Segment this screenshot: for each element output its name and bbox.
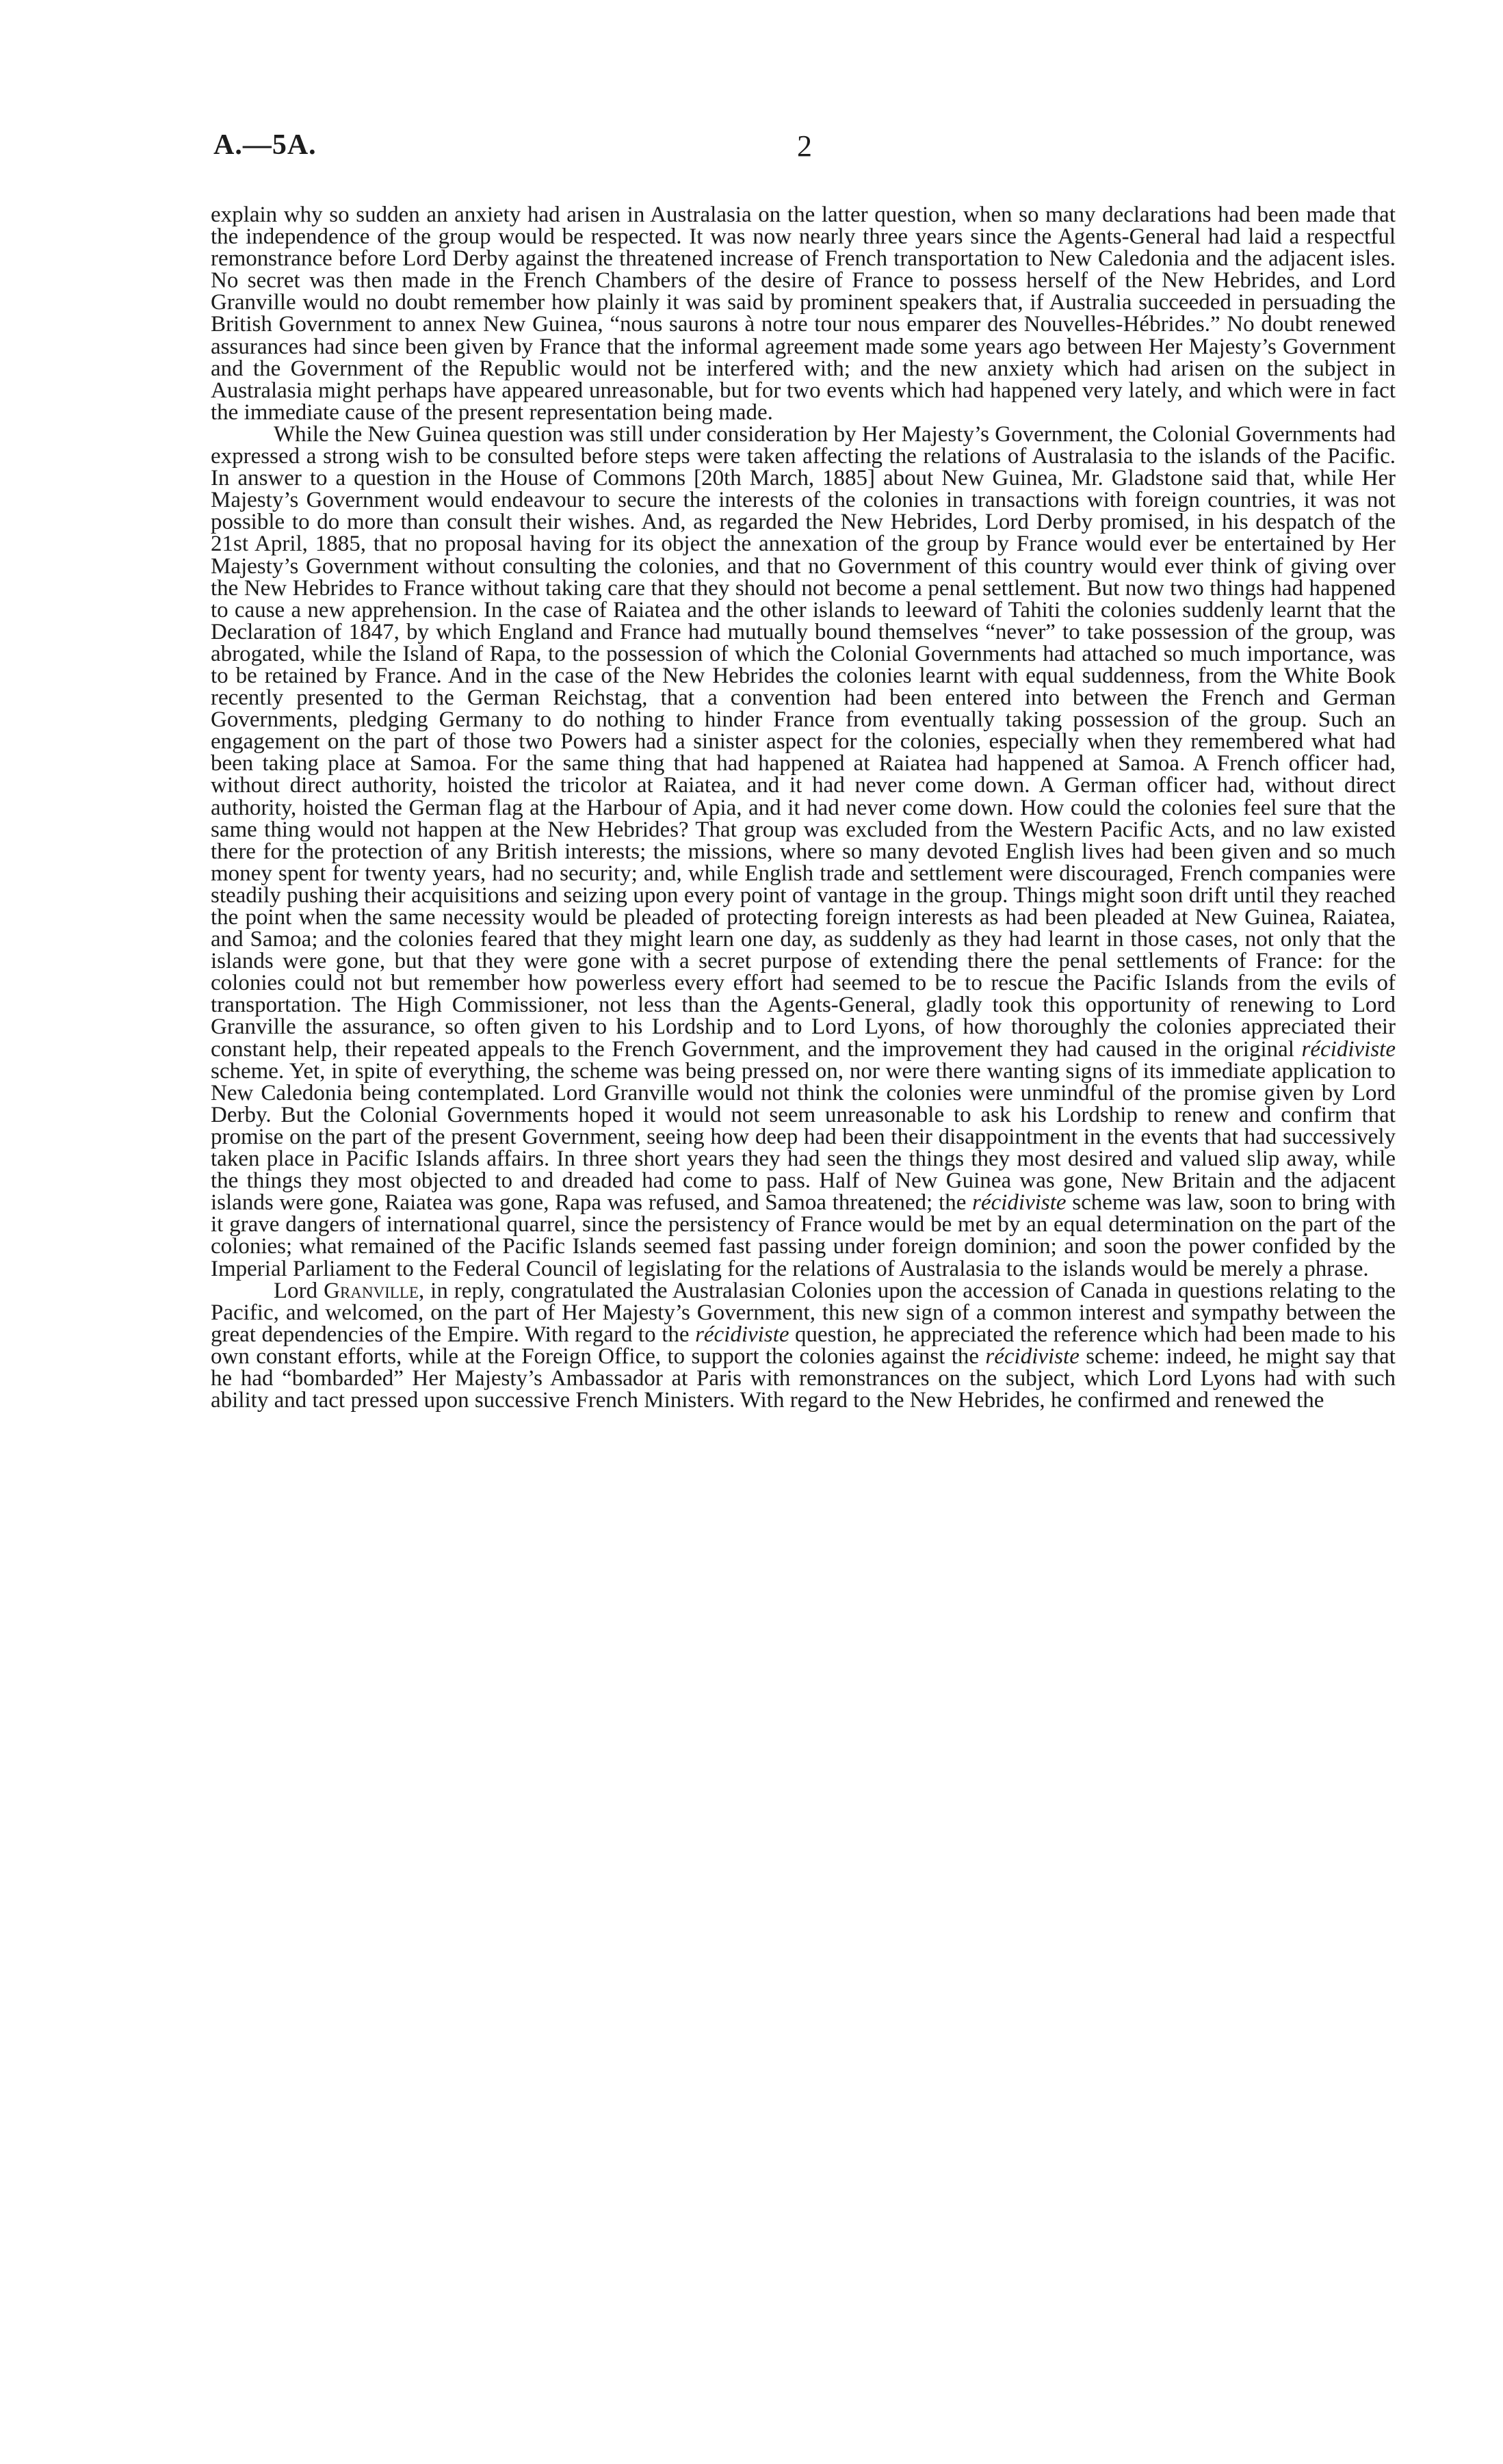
text-run: While the New Guinea question was still under consideration by Her Majesty’s Government, the Colonial Governments had expressed a strong wish to be consulted before steps were taken affecting the relations of Australasia to the islands of the Pacific. In answer to a question in the House of Commons [20th March, 1885] about New Guinea, Mr. Gladstone said that, while Her Majesty’s Government would endeavour to secure the interests of the colonies in transactions with foreign countries, it was not possible to do more than consult their wishes. And, as regarded the New Hebrides, Lord Derby promised, in his despatch of the 21st April, 1885, that no proposal having for its object the annexation of the group by France would ever be entertained by Her Majesty’s Government without consulting the colonies, and that no Government of this country would ever think of giving over the New Hebrides to France without taking care that they should not become a penal settlement. But now two things had happened to cause a new apprehension. In the case of Raiatea and the other islands to leeward of Tahiti the colonies suddenly learnt that the Declaration of 1847, by which England and France had mutually bound themselves “never” to take possession of the group, was abrogated, while the Island of Rapa, to the possession of which the Colonial Governments had attached so much importance, was to be retained by France. And in the case of the New Hebrides the colonies learnt with equal suddenness, from the White Book recently presented to the German Reichstag, that a convention had been entered into between the French and German Governments, pledging Germany to do nothing to hinder France from eventually taking possession of the group. Such an engagement on the part of those two Powers had a sinister aspect for the colonies, especially when they remembered what had been taking place at Samoa. For the same thing that had happened at Raiatea had happened at Samoa. A French officer had, without direct authority, hoisted the tricolor at Raiatea, and it had never come down. A German officer had, without direct authority, hoisted the German flag at the Harbour of Apia, and it had never come down. How could the colonies feel sure that the same thing would not happen at the New Hebrides? That group was excluded from the Western Pacific Acts, and no law existed there for the protection of any British interests; the missions, where so many devoted English lives had been given and so much money spent for twenty years, had no security; and, while English trade and settlement were discouraged, French companies were steadily pushing their acquisitions and seizing upon every point of vantage in the group. Things might soon drift until they reached the point when the same necessity would be pleaded of protecting foreign interests as had been pleaded at New Guinea, Raiatea, and Samoa; and the colonies feared that they might learn one day, as suddenly as they had learnt in those cases, not only that the islands were gone, but that they were gone with a secret purpose of extending there the penal settlements of France: for the colonies could not but remember how powerless every effort had seemed to be to rescue the Pacific Islands from the evils of transportation. The High Commissioner, not less than the Agents-General, gladly took this opportunity of renewing to Lord Granville the assurance, so often given to his Lordship and to Lord Lyons, of how thoroughly the colonies appreciated their constant help, their repeated appeals to the French Government, and the improvement they had caused in the original (211, 421, 1396, 1062)
page-number: 2 (797, 129, 812, 163)
paragraph-1 (211, 204, 1396, 423)
body-text (211, 204, 1396, 1411)
text-run: scheme. Yet, in spite of everything, the scheme was being pressed on, nor were there wanting signs of its immediate application to New Caledonia being contemplated. Lord Granville would not think the colonies were unmindful of the promise given by Lord Derby. But the Colonial Governments hoped it would not seem unreasonable to ask his Lordship to renew and confirm that promise on the part of the present Government, seeing how deep had been their disappointment in the events that had successively taken place in Pacific Islands affairs. In three short years they had seen the things they most desired and valued slip away, while the things they most objected to and dreaded had come to pass. Half of New Guinea was gone, New Britain and the adjacent islands were gone, Raiatea was gone, Rapa was refused, and Samoa threatened; the (211, 1058, 1396, 1216)
italic-term: récidiviste (985, 1344, 1080, 1369)
text-run: , in reply, congratulated the Australasian Colonies upon the accession of Canada in questions relating to the Pacific, and welcomed, on the part of Her Majesty’s Government, this new sign of a common interest and sympathy between the great dependencies of the Empire. With regard to the (211, 1278, 1396, 1347)
text-run: explain why so sudden an anxiety had arisen in Australasia on the latter question, when so many declarations had been made that the independence of the group would be respected. It was now nearly three years since the Agents-General had laid a respectful remonstrance before Lord Derby against the threatened increase of French transportation to New Caledonia and the adjacent isles. No secret was then made in the French Chambers of the desire of France to possess herself of the New Hebrides, and Lord Granville would no doubt remember how plainly it was said by prominent speakers that, if Australia succeeded in persuading the British Government to annex New Guinea, “nous saurons à notre tour nous emparer des Nouvelles-Hébrides.” No doubt renewed assurances had since been given by France that the informal agreement made some years ago between Her Majesty’s Government and the Government of the Republic would not be interfered with; and the new anxiety which had arisen on the subject in Australasia might perhaps have appeared unreasonable, but for two events which had happened very lately, and which were in fact the immediate cause of the present representation being made. (211, 202, 1396, 425)
page-header (213, 129, 1396, 170)
italic-term: récidiviste (972, 1190, 1067, 1216)
text-run: Lord (274, 1278, 324, 1303)
paragraph-3 (211, 1280, 1396, 1412)
text-run: scheme was law, soon to bring with it grave dangers of international quarrel, since the persistency of France would be met by an equal determination on the part of the colonies; what remained of the Pacific Islands seemed fast passing under foreign dominion; and soon the power confided by the Imperial Parliament to the Federal Council of legislating for the relations of Australasia to the islands would be merely a phrase. (211, 1190, 1396, 1281)
italic-term: récidiviste (695, 1322, 789, 1347)
text-run: question, he appreciated the reference which had been made to his own constant efforts, while at the Foreign Office, to support the colonies against the (211, 1322, 1396, 1369)
italic-term: récidiviste (1301, 1036, 1396, 1062)
document-reference: A.—5A. (213, 129, 317, 161)
small-caps-name: Granville (324, 1278, 419, 1303)
paragraph-2 (211, 423, 1396, 1280)
text-run: scheme: indeed, he might say that he had “bombarded” Her Majesty’s Ambassador at Paris with remonstrances on the subject, which Lord Lyons had with such ability and tact pressed upon successive French Ministers. With regard to the New Hebrides, he confirmed and renewed the (211, 1344, 1396, 1413)
